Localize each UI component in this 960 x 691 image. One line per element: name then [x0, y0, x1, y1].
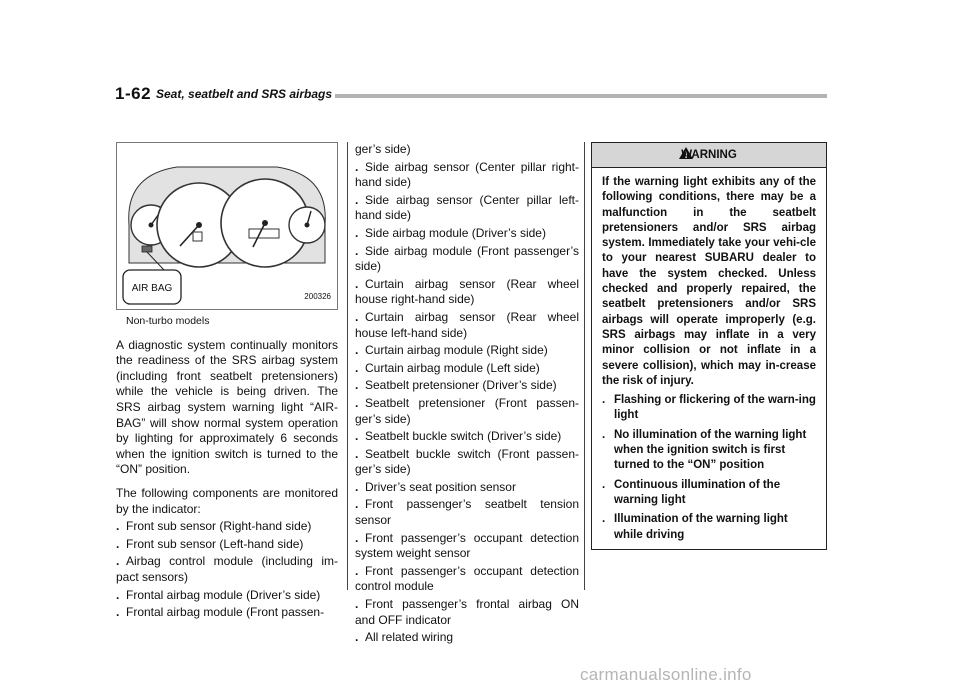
warning-title: WARNING	[681, 149, 737, 161]
page-header	[115, 84, 827, 120]
warning-list-item: . No illumination of the warning light when the ignition switch is first turned to the “ON” position	[602, 428, 816, 474]
bullet-icon: .	[602, 428, 606, 441]
bullet-icon: .	[355, 563, 359, 578]
bullet-icon: .	[355, 530, 359, 545]
bullet-icon: .	[116, 587, 120, 602]
bullet-icon: .	[355, 395, 359, 410]
list-item: . Curtain airbag sensor (Rear wheel house left-hand side)	[355, 309, 579, 340]
column-divider	[584, 142, 585, 590]
list-item: . Front passenger’s seatbelt tension sensor	[355, 497, 579, 528]
bullet-icon: .	[355, 192, 359, 207]
list-item: . Side airbag sensor (Center pillar left-hand side)	[355, 192, 579, 223]
bullet-icon: .	[355, 360, 359, 375]
bullet-icon: .	[116, 554, 120, 569]
instrument-cluster-figure	[116, 142, 338, 310]
watermark: carmanualsonline.info	[580, 665, 752, 684]
column-middle	[355, 142, 579, 646]
bullet-icon: .	[355, 429, 359, 444]
paragraph: A diagnostic system continually monitors the readiness of the SRS airbag system (including front seatbelt pretensioners) while the vehicle is being driven. The SRS airbag system warning light “AIR-BAG” will show normal system operation by lighting for approximately 6 seconds when the ignition switch is turned to the “ON” position.	[116, 337, 338, 477]
bullet-icon: .	[355, 225, 359, 240]
list-item: . Curtain airbag module (Left side)	[355, 360, 540, 375]
list-item: . Front passenger’s occupant detection system weight sensor	[355, 530, 579, 561]
bullet-icon: .	[355, 159, 359, 174]
list-item: . Seatbelt buckle switch (Driver’s side)	[355, 429, 562, 444]
column-left	[116, 142, 338, 621]
warning-list-item: . Illumination of the warning light while driving	[602, 512, 816, 543]
list-item: . Curtain airbag module (Right side)	[355, 343, 548, 358]
list-item: . Side airbag module (Front passenger’s side)	[355, 243, 579, 274]
list-item: . All related wiring	[355, 630, 454, 645]
bullet-icon: .	[602, 513, 606, 526]
list-item: . Side airbag sensor (Center pillar right-hand side)	[355, 159, 579, 190]
bullet-icon: .	[355, 497, 359, 512]
bullet-icon: .	[355, 597, 359, 612]
column-divider	[347, 142, 348, 590]
figure-caption: Non-turbo models	[126, 315, 210, 327]
list-item: . Frontal airbag module (Front passen-	[116, 605, 325, 620]
list-item: . Seatbelt pretensioner (Driver’s side)	[355, 378, 557, 393]
bullet-icon: .	[116, 605, 120, 620]
page-number: 1-62	[115, 84, 152, 103]
list-item: . Seatbelt pretensioner (Front passen-ger’s side)	[355, 395, 579, 426]
warning-box	[591, 142, 827, 550]
airbag-callout-label: AIR BAG	[131, 283, 173, 294]
column-right	[591, 142, 827, 550]
list-item: . Frontal airbag module (Driver’s side)	[116, 587, 321, 602]
bullet-icon: .	[355, 378, 359, 393]
bullet-icon: .	[602, 394, 606, 407]
warning-text: If the warning light exhibits any of the following conditions, there may be a malfunction in the seatbelt pretensioners and/or SRS airbag system. Immediately take your vehi-cle to your nearest SUBARU dealer to have the system checked. Unless checked and properly repaired, the seatbelt pretensioners and/or SRS airbags will operate improperly (e.g. SRS airbags may inflate in a very minor collision or not inflate in a severe collision), which may in-crease the risk of injury.	[602, 176, 816, 387]
warning-list-item: . Continuous illumination of the warning light	[602, 478, 816, 509]
list-item: . Side airbag module (Driver’s side)	[355, 225, 546, 240]
list-item: . Seatbelt buckle switch (Front passen-ger’s side)	[355, 446, 579, 477]
bullet-icon: .	[355, 276, 359, 291]
bullet-icon: .	[355, 479, 359, 494]
list-item: . Front passenger’s occupant detection control module	[355, 563, 579, 594]
paragraph: The following components are monitored by the indicator:	[116, 485, 338, 516]
warning-header	[592, 143, 826, 168]
bullet-icon: .	[355, 446, 359, 461]
list-item: . Driver’s seat position sensor	[355, 479, 516, 494]
list-item: . Front sub sensor (Left-hand side)	[116, 536, 304, 551]
section-title: Seat, seatbelt and SRS airbags	[156, 87, 333, 101]
list-item: . Front sub sensor (Right-hand side)	[116, 519, 312, 534]
warning-list-item: . Flashing or flickering of the warn-ing light	[602, 393, 816, 424]
warning-body	[592, 168, 826, 543]
figure-code: 200326	[304, 292, 331, 302]
header-rule	[335, 94, 827, 98]
list-item: . Front passenger’s frontal airbag ON and OFF indicator	[355, 597, 579, 627]
bullet-icon: .	[355, 243, 359, 258]
bullet-icon: .	[355, 309, 359, 324]
paragraph-continuation: ger’s side)	[355, 142, 411, 156]
bullet-icon: .	[116, 536, 120, 551]
bullet-icon: .	[355, 343, 359, 358]
airbag-indicator-lamp	[142, 246, 152, 252]
instrument-cluster-illustration	[117, 143, 337, 309]
bullet-icon: .	[116, 519, 120, 534]
list-item: . Airbag control module (including im-pact sensors)	[116, 554, 338, 584]
bullet-icon: .	[355, 630, 359, 645]
list-item: . Curtain airbag sensor (Rear wheel house right-hand side)	[355, 276, 579, 307]
bullet-icon: .	[602, 478, 606, 491]
